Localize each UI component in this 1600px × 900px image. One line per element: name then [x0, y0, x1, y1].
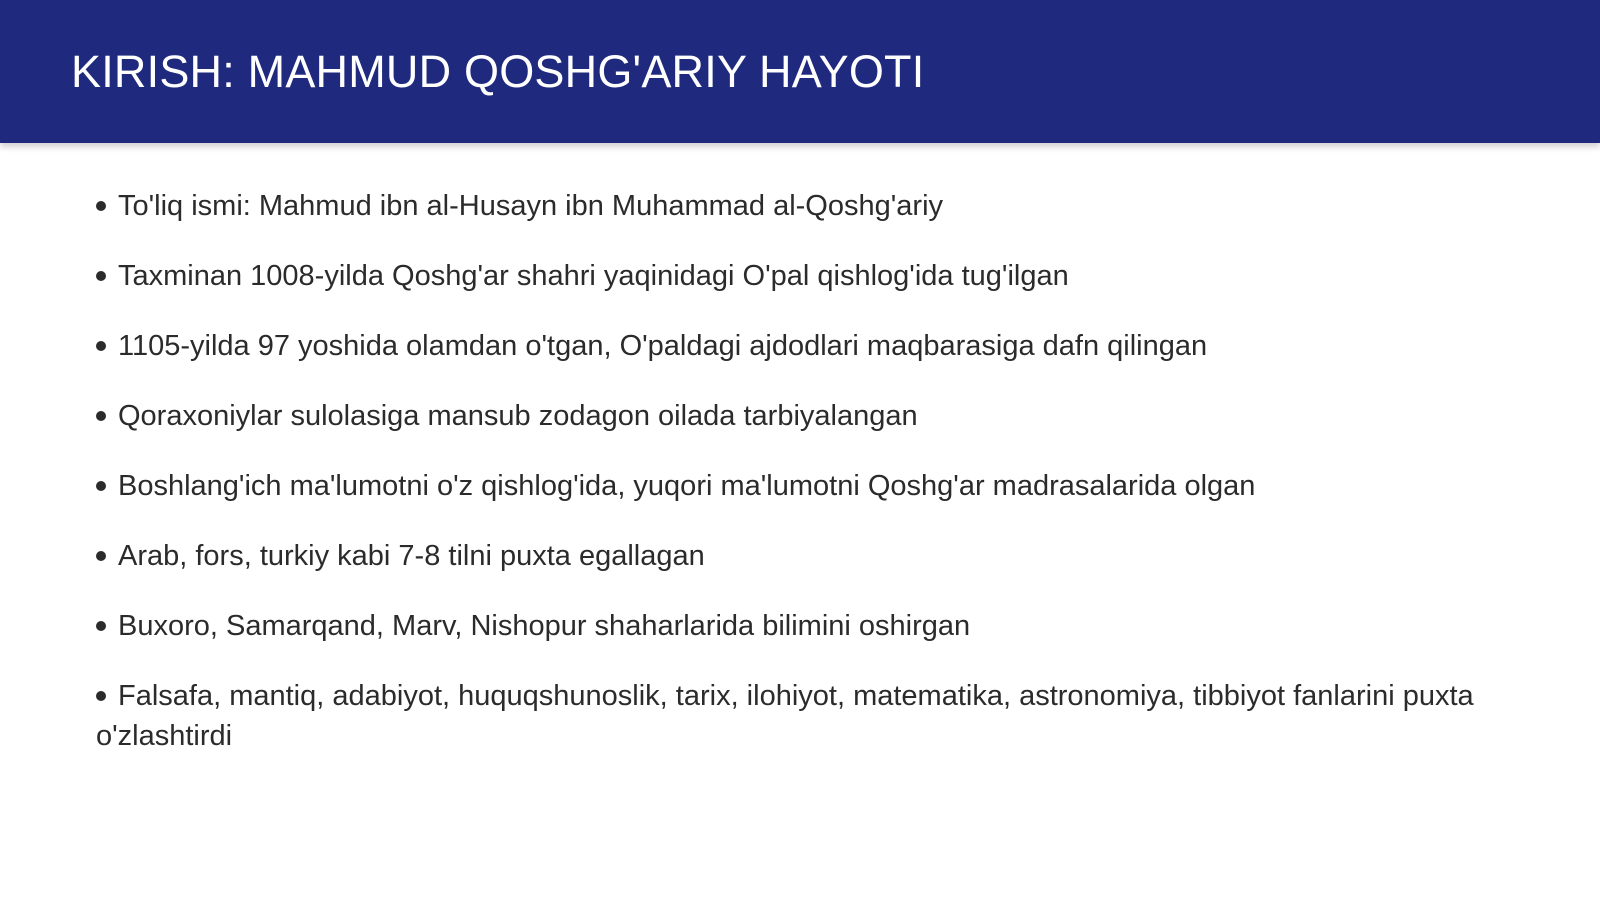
bullet-item: [96, 676, 1536, 756]
slide-title: KIRISH: MAHMUD QOSHG'ARIY HAYOTI: [71, 46, 925, 97]
bullet-dot-icon: [96, 621, 106, 631]
bullet-text: Boshlang'ich ma'lumotni o'z qishlog'ida, yuqori ma'lumotni Qoshg'ar madrasalarida olgan: [118, 470, 1256, 502]
bullet-list: [96, 186, 1536, 786]
bullet-text: Buxoro, Samarqand, Marv, Nishopur shaharlarida bilimini oshirgan: [118, 610, 971, 642]
bullet-item: [96, 326, 1536, 366]
bullet-text: Falsafa, mantiq, adabiyot, huquqshunoslik, tarix, ilohiyot, matematika, astronomiya, tibbiyot fanlarini puxta o'zlashtirdi: [96, 680, 1474, 752]
bullet-text: To'liq ismi: Mahmud ibn al-Husayn ibn Muhammad al-Qoshg'ariy: [118, 190, 944, 222]
bullet-item: [96, 186, 1536, 226]
bullet-item: [96, 536, 1536, 576]
title-bar: [0, 0, 1600, 143]
bullet-item: [96, 396, 1536, 436]
bullet-item: [96, 256, 1536, 296]
bullet-text: Arab, fors, turkiy kabi 7-8 tilni puxta egallagan: [118, 540, 705, 572]
bullet-dot-icon: [96, 411, 106, 421]
bullet-dot-icon: [96, 341, 106, 351]
bullet-text: Taxminan 1008-yilda Qoshg'ar shahri yaqinidagi O'pal qishlog'ida tug'ilgan: [118, 260, 1069, 292]
bullet-dot-icon: [96, 271, 106, 281]
bullet-dot-icon: [96, 691, 106, 701]
bullet-item: [96, 466, 1536, 506]
bullet-text: Qoraxoniylar sulolasiga mansub zodagon oilada tarbiyalangan: [118, 400, 918, 432]
bullet-item: [96, 606, 1536, 646]
bullet-dot-icon: [96, 201, 106, 211]
bullet-dot-icon: [96, 551, 106, 561]
bullet-text: 1105-yilda 97 yoshida olamdan o'tgan, O'paldagi ajdodlari maqbarasiga dafn qilingan: [118, 330, 1208, 362]
bullet-dot-icon: [96, 481, 106, 491]
